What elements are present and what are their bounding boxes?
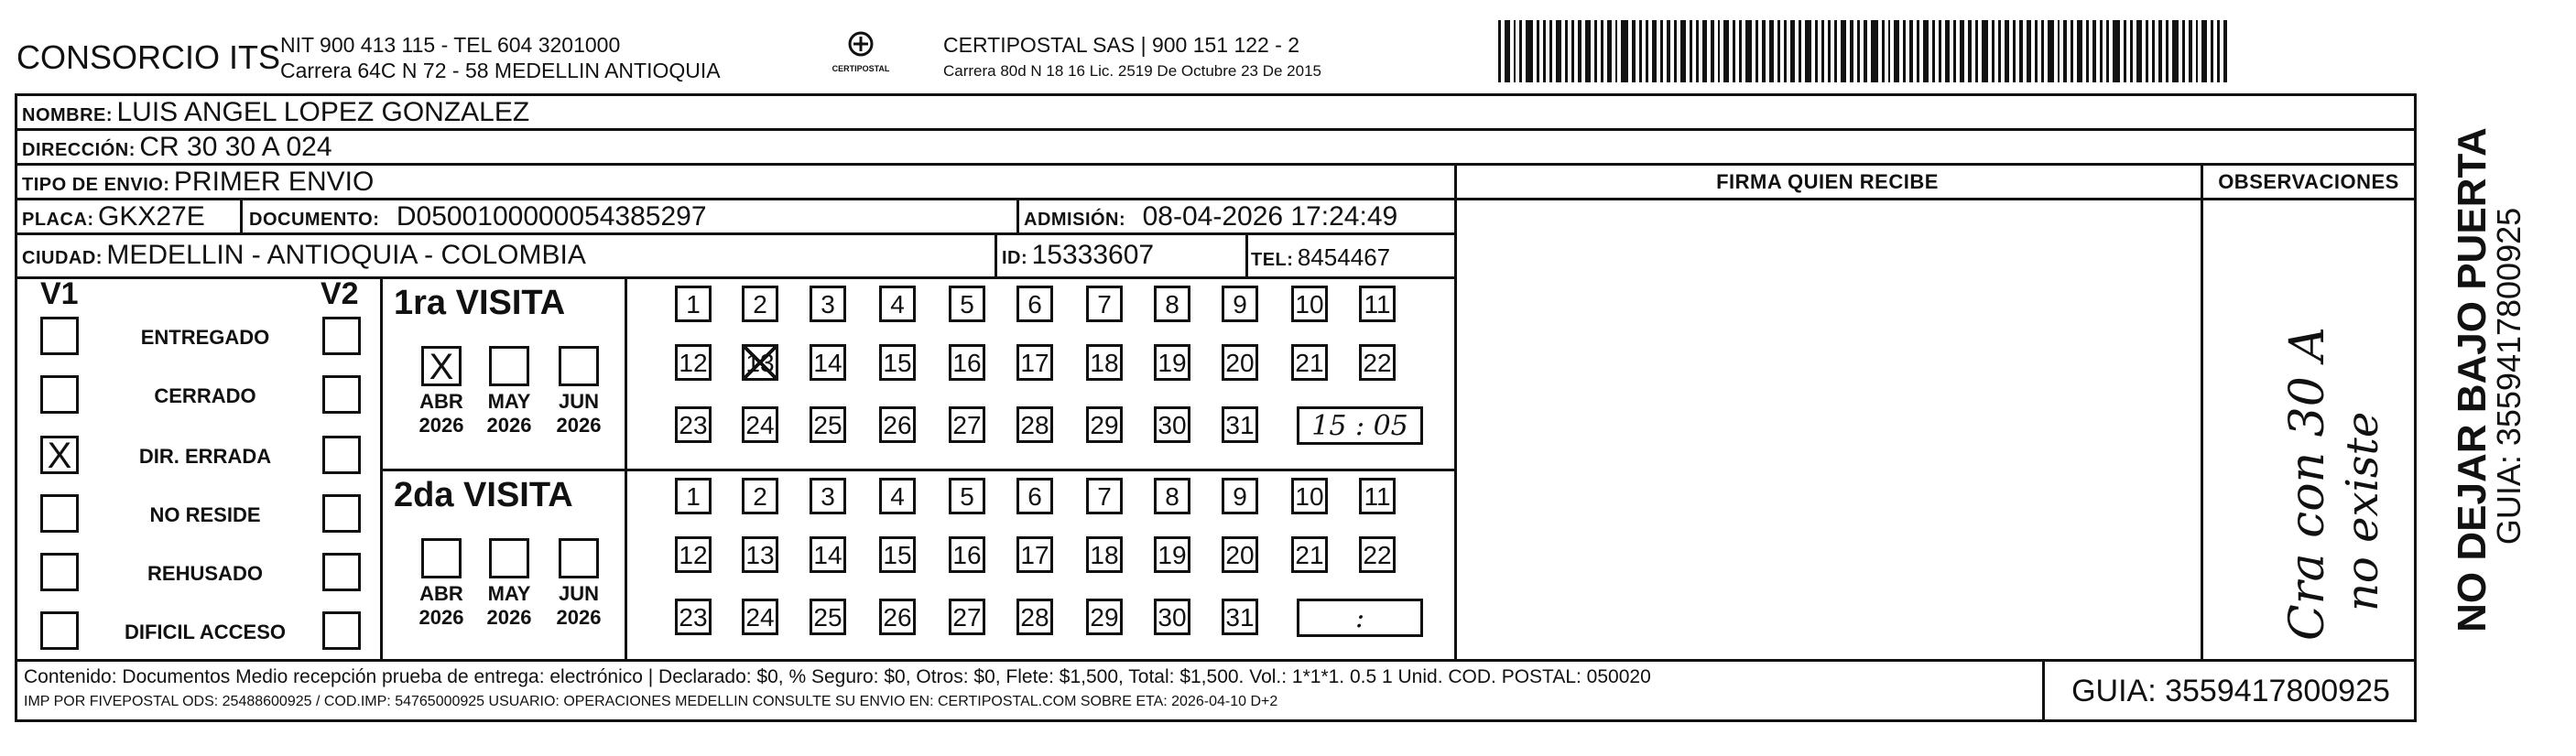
visita2-day-box[interactable]: 4 [879,478,916,514]
v2-checkbox[interactable] [322,611,361,650]
id-value: 15333607 [1031,240,1155,270]
visita1-day-box[interactable]: 31 [1222,406,1258,443]
logo-text: CERTIPOSTAL [831,64,890,73]
barcode-bar [2058,20,2060,82]
visita2-day-box[interactable]: 17 [1016,536,1053,573]
handwritten-line2: no existe [2337,411,2388,611]
visita1-month-checkbox[interactable] [489,346,529,386]
visita1-day-box[interactable]: 17 [1016,344,1053,381]
barcode-bar [1960,20,1965,82]
barcode-bar [2106,20,2109,82]
status-label: DIFICIL ACCESO [124,621,286,643]
side-guia: GUIA: 3559417800925 [2490,207,2527,545]
visita2-day-box[interactable]: 29 [1086,599,1123,635]
certipostal-line2: Carrera 80d N 18 16 Lic. 2519 De Octubre 23 De 2015 [943,62,1321,80]
company-name: CONSORCIO ITS [16,38,281,76]
visita1-day-box[interactable]: 6 [1016,286,1053,322]
barcode-bar [2005,20,2009,82]
visita2-day-box[interactable]: 25 [810,599,846,635]
barcode-bar [2113,20,2120,82]
visita1-day-box[interactable]: 14 [810,344,846,381]
visita1-day-box[interactable]: 3 [810,286,846,322]
visita2-month-checkbox[interactable] [559,538,599,578]
status-label: ENTREGADO [140,326,270,349]
visita1-day-box[interactable]: 25 [810,406,846,443]
barcode-bar [1594,20,1597,82]
v2-checkbox[interactable] [322,317,361,355]
barcode-bar [2035,20,2038,82]
barcode-bar [1711,20,1714,82]
visita1-day-box[interactable]: 1 [675,286,712,322]
visita2-day-box[interactable]: 1 [675,478,712,514]
barcode-bar [1646,20,1648,82]
visita2-month-label: MAY [487,582,531,605]
visita1-day-box[interactable]: 22 [1359,344,1396,381]
barcode-bar [2086,20,2089,82]
barcode-bar [1894,20,1899,82]
tel-label: TEL: [1251,250,1294,270]
field-direccion [22,132,332,163]
barcode-bar [2092,20,2097,82]
visita1-day-box[interactable]: 11 [1359,286,1396,322]
barcode-bar [1909,20,1913,82]
ciudad-label: CIUDAD: [22,248,103,268]
side-warning: NO DEJAR BAJO PUERTA [2450,127,2494,632]
barcode-bar [1543,20,1547,82]
placa-label: PLACA: [22,210,94,230]
visita1-day-box[interactable]: 30 [1154,406,1190,443]
barcode-bar [1975,20,1978,82]
visita2-day-box[interactable]: 18 [1086,536,1123,573]
visita2-day-box[interactable]: 24 [742,599,778,635]
id-label: ID: [1002,248,1028,268]
visita2-day-box[interactable]: 23 [675,599,712,635]
barcode-bar [2196,20,2199,82]
status-label: DIR. ERRADA [138,445,272,468]
barcode-bar [1690,20,1692,82]
barcode-bar [1932,20,1935,82]
visita2-day-box[interactable]: 11 [1359,478,1396,514]
visita1-day-box[interactable]: 23 [675,406,712,443]
barcode-bar [1702,20,1707,82]
barcode-bar [2124,20,2127,82]
visita1-day-box[interactable]: 4 [879,286,916,322]
barcode-bar [1953,20,1956,82]
barcode-bar [1815,20,1818,82]
barcode-bar [1982,20,1989,82]
barcode-bar [1718,20,1721,82]
visita2-month-checkbox[interactable] [421,538,462,578]
handwritten-line1: Cra con 30 A [2280,327,2335,641]
barcode-bar [1777,20,1780,82]
barcode-bar [1888,20,1891,82]
barcode-bar [2201,20,2207,82]
visita1-year-label: 2026 [556,414,602,437]
barcode-bar [2223,20,2227,82]
barcode-bar [2077,20,2082,82]
barcode-bar [1680,20,1687,82]
barcode-bar [1733,20,1735,82]
barcode-bar [1917,20,1919,82]
field-nombre [22,97,529,128]
direccion-label: DIRECCIÓN: [22,140,136,160]
v2-checkbox[interactable] [322,375,361,414]
visita2-year-label: 2026 [486,606,532,629]
barcode-bar [1745,20,1753,82]
field-tipo-envio [22,167,374,198]
visita2-day-box[interactable]: 14 [810,536,846,573]
visita2-month-checkbox[interactable] [489,538,529,578]
visita2-day-box[interactable]: 19 [1154,536,1190,573]
barcode-bar [1585,20,1592,82]
barcode-bar [1621,20,1628,82]
barcode-bar [1660,20,1663,82]
visita1-month-label: JUN [558,390,599,413]
field-admision [1024,201,1397,232]
barcode-bar [2013,20,2016,82]
visita2-day-box[interactable]: 8 [1154,478,1190,514]
visita1-day-box[interactable]: 27 [949,406,985,443]
tipo-value: PRIMER ENVIO [173,167,375,197]
certipostal-line1: CERTIPOSTAL SAS | 900 151 122 - 2 [943,33,1300,57]
footer-line1: Contenido: Documentos Medio recepción prueba de entrega: electrónico | Declarado: $0, % Seguro: $0, Otros: $0, Flete: $1,500, Total: $1,500. Vol.: 1*1*1. 0.5 1 Unid. COD. POSTAL: 050020 [24,666,1651,687]
visita1-day-box[interactable]: 7 [1086,286,1123,322]
barcode-bar [1639,20,1642,82]
barcode-bar [1514,20,1516,82]
footer-guia: GUIA: 3559417800925 [2071,674,2390,708]
observaciones-label: OBSERVACIONES [2218,170,2399,193]
barcode-bar [1871,20,1878,82]
visita1-day-box[interactable]: 21 [1291,344,1328,381]
barcode-bar [1992,20,1994,82]
company-address: Carrera 64C N 72 - 58 MEDELLIN ANTIOQUIA [280,59,721,82]
barcode-bar [2146,20,2148,82]
visita1-day-box[interactable]: 10 [1291,286,1328,322]
barcode-bar [2100,20,2103,82]
barcode-bar [1674,20,1677,82]
barcode-bar [2063,20,2067,82]
barcode-bar [1549,20,1552,82]
visita2-month-label: ABR [419,582,463,605]
v1-checkbox[interactable] [40,494,79,533]
barcode-bar [1939,20,1941,82]
barcode-bar [2152,20,2155,82]
barcode-bar [1769,20,1774,82]
barcode-bar [1498,20,1501,82]
visita2-day-box[interactable]: 6 [1016,478,1053,514]
visita2-year-label: 2026 [556,606,602,629]
barcode-bar [1632,20,1636,82]
barcode-bar [1519,20,1522,82]
barcode-bar [1723,20,1729,82]
barcode-bar [1857,20,1860,82]
v2-checkbox[interactable] [322,553,361,591]
visita2-day-box[interactable]: 7 [1086,478,1123,514]
visita1-month-label: ABR [419,390,463,413]
documento-label: DOCUMENTO: [249,210,380,230]
barcode-bar [1505,20,1510,82]
visita1-day-box[interactable]: 16 [949,344,985,381]
barcode-bar [2166,20,2168,82]
footer-line2: IMP POR FIVEPOSTAL ODS: 25488600925 / COD.IMP: 54765000925 USUARIO: OPERACIONES MEDELLIN CONSULTE SU ENVIO EN: CERTIPOSTAL.COM SOBRE ETA: 2026-04-10 D+2 [24,694,1278,709]
barcode-bar [1537,20,1539,82]
v1-checkbox[interactable] [40,553,79,591]
barcode-bar [1578,20,1581,82]
barcode-bar [2189,20,2192,82]
v2-checkbox[interactable] [322,436,361,474]
visita2-day-box[interactable]: 16 [949,536,985,573]
visita1-year-label: 2026 [486,414,532,437]
visita2-day-box[interactable]: 5 [949,478,985,514]
visita2-day-box[interactable]: 20 [1222,536,1258,573]
visita1-day-box[interactable]: 20 [1222,344,1258,381]
barcode-bar [1805,20,1811,82]
barcode-bar [1784,20,1787,82]
handwritten-note [2207,275,2408,650]
barcode-bar [2071,20,2073,82]
barcode-bar [1571,20,1574,82]
visita2-day-box[interactable]: 28 [1016,599,1053,635]
barcode-bar [2172,20,2179,82]
barcode-bar [2217,20,2220,82]
visita2-day-box[interactable]: 12 [675,536,712,573]
barcode-bar [1755,20,1758,82]
visita1-month-checkbox[interactable] [559,346,599,386]
visita2-day-box[interactable]: 30 [1154,599,1190,635]
field-id [1002,240,1154,271]
barcode-bar [1607,20,1612,82]
barcode-bar [1526,20,1533,82]
barcode-bar [1762,20,1766,82]
status-label: REHUSADO [147,562,263,585]
visita2-day-box[interactable]: 26 [879,599,916,635]
visita2-day-box[interactable]: 21 [1291,536,1328,573]
barcode-bar [1739,20,1742,82]
field-tel [1251,243,1390,272]
nombre-label: NOMBRE: [22,105,114,125]
barcode-bar [1601,20,1603,82]
visita1-day-box[interactable]: 15 [879,344,916,381]
visita1-day-box[interactable]: 5 [949,286,985,322]
visita2-day-box[interactable]: 3 [810,478,846,514]
v1-checkbox[interactable] [40,375,79,414]
visita1-day-box[interactable]: 9 [1222,286,1258,322]
visita2-day-box[interactable]: 13 [742,536,778,573]
barcode-bar [2136,20,2142,82]
barcode-bar [1615,20,1618,82]
v2-label: V2 [321,276,359,311]
visita2-month-label: JUN [558,582,599,605]
v1-checkbox[interactable] [40,611,79,650]
barcode-bar [1998,20,2001,82]
firma-label: FIRMA QUIEN RECIBE [1716,170,1939,193]
visita2-day-box[interactable]: 31 [1222,599,1258,635]
visita2-day-box[interactable]: 22 [1359,536,1396,573]
barcode-bar [1834,20,1837,82]
v1-checkbox[interactable] [40,317,79,355]
barcode-bar [1667,20,1670,82]
visita1-month-label: MAY [487,390,531,413]
visita2-day-box[interactable]: 10 [1291,478,1328,514]
company-nit: NIT 900 413 115 - TEL 604 3201000 [280,33,621,57]
barcode-bar [1652,20,1658,82]
barcode-bar [1821,20,1825,82]
barcode-bar [1556,20,1561,82]
status-label: CERRADO [154,384,256,407]
admision-label: ADMISIÓN: [1024,210,1126,230]
barcode-bar [2019,20,2023,82]
barcode-bar [1850,20,1854,82]
visita1-day-box[interactable]: 18 [1086,344,1123,381]
barcode-bar [1864,20,1867,82]
barcode-bar [2211,20,2213,82]
barcode-bar [1841,20,1846,82]
barcode-bar [1903,20,1906,82]
visita1-title: 1ra VISITA [394,284,566,322]
visita2-time-box[interactable]: : [1297,599,1423,637]
barcode [1498,20,2227,82]
visita1-day-box[interactable]: 26 [879,406,916,443]
barcode-bar [2182,20,2185,82]
barcode-bar [1968,20,1972,82]
barcode-bar [1799,20,1801,82]
visita2-day-box[interactable]: 2 [742,478,778,514]
direccion-value: CR 30 30 A 024 [139,132,332,162]
visita1-day-box[interactable]: 12 [675,344,712,381]
barcode-bar [2048,20,2054,82]
visita2-day-box[interactable]: 27 [949,599,985,635]
documento-value: D0500100000054385297 [396,201,707,232]
barcode-bar [1945,20,1950,82]
side-text [2418,110,2573,641]
nombre-value: LUIS ANGEL LOPEZ GONZALEZ [116,97,530,127]
field-placa [22,201,205,232]
visita1-day-box[interactable]: 8 [1154,286,1190,322]
barcode-bar [2027,20,2032,82]
visita2-day-box[interactable]: 9 [1222,478,1258,514]
visita1-year-label: 2026 [418,414,464,437]
admision-value: 08-04-2026 17:24:49 [1142,201,1398,232]
visita2-year-label: 2026 [418,606,464,629]
ciudad-value: MEDELLIN - ANTIOQUIA - COLOMBIA [106,240,586,270]
placa-value: GKX27E [98,201,205,232]
certipostal-logo [815,27,907,81]
barcode-bar [2130,20,2133,82]
barcode-bar [1790,20,1796,82]
field-documento [249,201,707,232]
barcode-bar [1696,20,1699,82]
visita1-day-box[interactable]: 24 [742,406,778,443]
visita1-day-box[interactable]: 19 [1154,344,1190,381]
visita1-day-box[interactable]: 28 [1016,406,1053,443]
v1-checkbox[interactable]: X [40,436,79,474]
visita1-month-checkbox[interactable]: X [421,346,462,386]
visita1-day-box[interactable]: 29 [1086,406,1123,443]
visita2-title: 2da VISITA [394,476,573,514]
tipo-label: TIPO DE ENVIO: [22,175,170,195]
status-label: NO RESIDE [149,503,261,526]
barcode-bar [2041,20,2044,82]
barcode-bar [1828,20,1831,82]
field-ciudad [22,240,586,271]
barcode-bar [2158,20,2163,82]
tel-value: 8454467 [1297,243,1391,271]
visita2-day-box[interactable]: 15 [879,536,916,573]
visita1-day-box[interactable]: 13 [742,344,778,381]
barcode-bar [1565,20,1568,82]
v2-checkbox[interactable] [322,494,361,533]
v1-label: V1 [40,276,79,311]
barcode-bar [1923,20,1929,82]
visita1-time-box[interactable]: 15 : 05 [1297,406,1423,445]
visita1-day-box[interactable]: 2 [742,286,778,322]
barcode-bar [1882,20,1885,82]
